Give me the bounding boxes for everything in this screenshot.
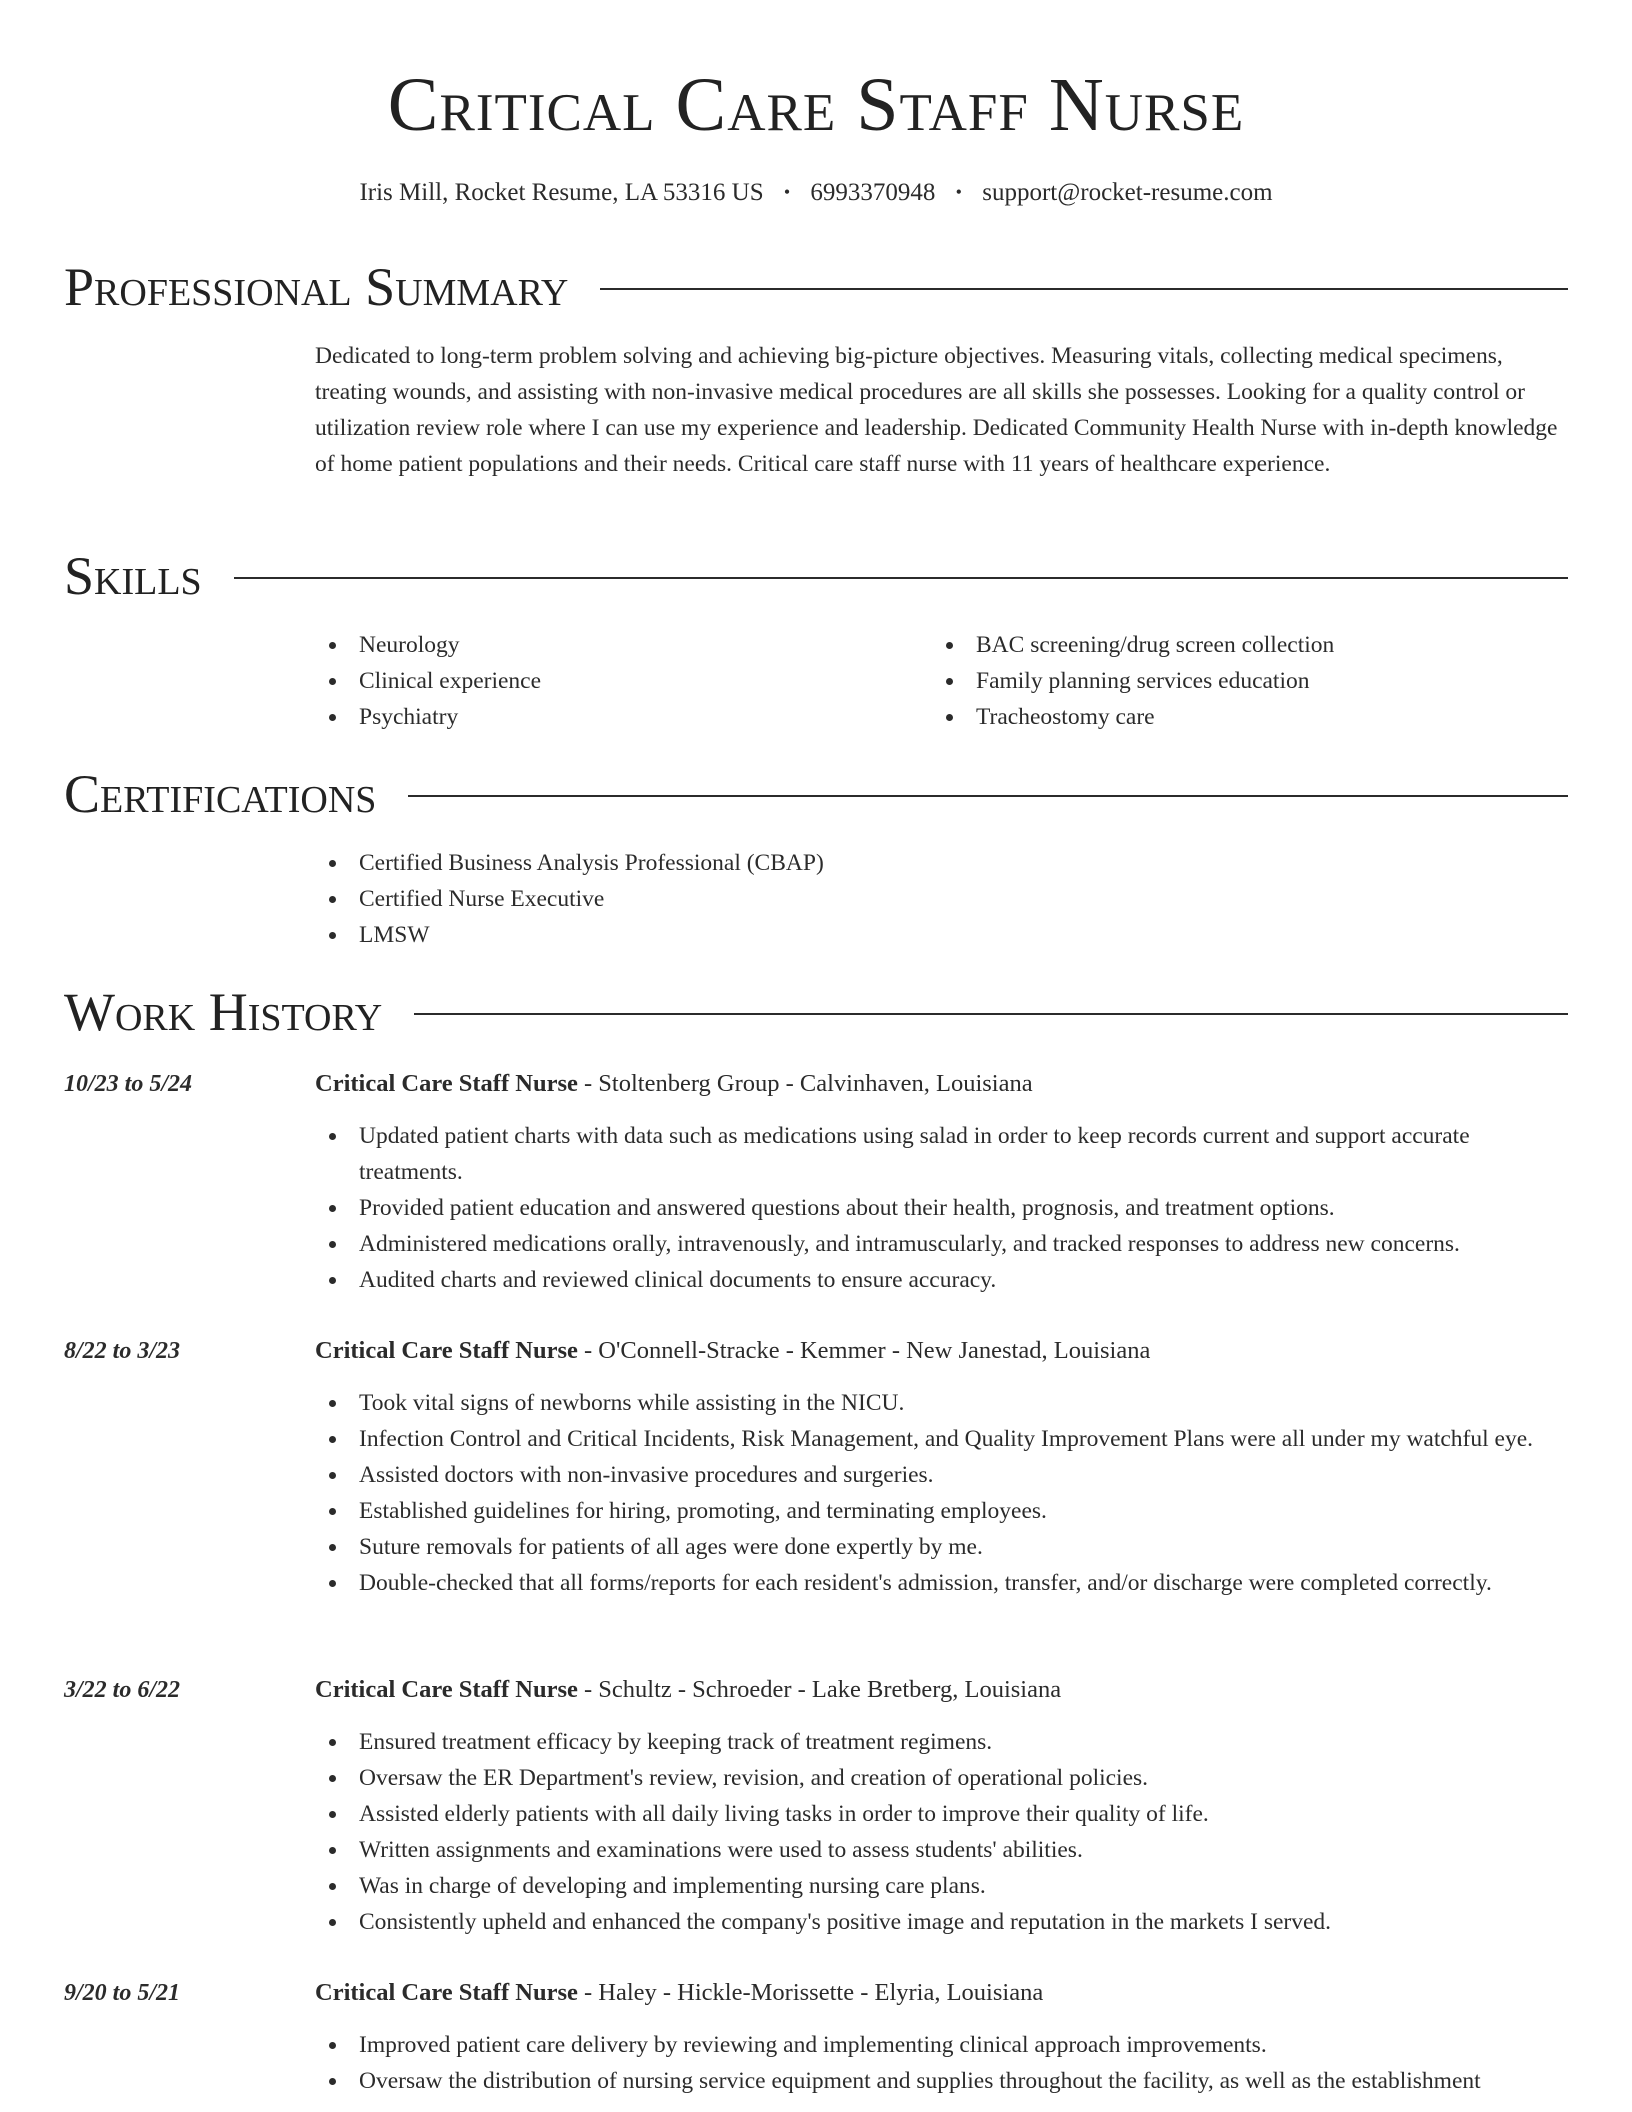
job-bullet: Infection Control and Critical Incidents, Risk Management, and Quality Improvement Plans were all under my watchful eye. xyxy=(315,1421,1570,1457)
skill-item: Family planning services education xyxy=(932,663,1552,699)
job-dates: 8/22 to 3/23 xyxy=(64,1338,181,1364)
job-heading xyxy=(315,1066,1033,1102)
job-bullet: Double-checked that all forms/reports for each resident's admission, transfer, and/or discharge were completed correctly. xyxy=(315,1565,1570,1601)
job-bullets xyxy=(315,1724,1570,1940)
skills-list-left xyxy=(315,627,875,735)
job-bullets xyxy=(315,1385,1570,1601)
job-role: Critical Care Staff Nurse xyxy=(315,1979,578,2006)
job-heading xyxy=(315,1975,1043,2011)
skill-item: BAC screening/drug screen collection xyxy=(932,627,1552,663)
resume-name: Critical Care Staff Nurse xyxy=(387,63,1245,147)
contact-line xyxy=(0,176,1632,209)
job-employer: - Stoltenberg Group - Calvinhaven, Louisiana xyxy=(577,1070,1033,1097)
summary-title: Professional Summary xyxy=(64,257,569,317)
summary-section-header xyxy=(64,257,1568,317)
certification-item: LMSW xyxy=(315,917,1315,953)
job-heading xyxy=(315,1672,1061,1708)
section-divider xyxy=(408,795,1568,797)
skills-section-header xyxy=(64,546,1568,606)
job-bullets xyxy=(315,1118,1570,1298)
skill-item: Tracheostomy care xyxy=(932,699,1552,735)
contact-separator: • xyxy=(955,182,962,202)
job-bullet: Provided patient education and answered questions about their health, prognosis, and treatment options. xyxy=(315,1190,1570,1226)
job-employer: - Haley - Hickle-Morissette - Elyria, Louisiana xyxy=(577,1979,1044,2006)
section-divider xyxy=(414,1013,1568,1015)
job-role: Critical Care Staff Nurse xyxy=(315,1676,578,1703)
certifications-title: Certifications xyxy=(64,764,377,824)
job-heading xyxy=(315,1333,1150,1369)
skill-item: Clinical experience xyxy=(315,663,875,699)
job-dates: 9/20 to 5/21 xyxy=(64,1980,181,2006)
job-bullet: Established guidelines for hiring, promoting, and terminating employees. xyxy=(315,1493,1570,1529)
skill-item: Neurology xyxy=(315,627,875,663)
job-bullet: Assisted elderly patients with all daily living tasks in order to improve their quality of life. xyxy=(315,1796,1570,1832)
certification-item: Certified Nurse Executive xyxy=(315,881,1315,917)
section-divider xyxy=(600,288,1568,290)
job-dates: 10/23 to 5/24 xyxy=(64,1071,193,1097)
summary-text: Dedicated to long-term problem solving and achieving big-picture objectives. Measuring vitals, collecting medical specimens, treating wounds, and assisting with non-invasive medical procedures are all skills she possesses. Looking for a quality control or utilization review role where I can use my experience and leadership. Dedicated Community Health Nurse with in-depth knowledge of home patient populations and their needs. Critical care staff nurse with 11 years of healthcare experience. xyxy=(315,343,1558,477)
job-bullet: Suture removals for patients of all ages were done expertly by me. xyxy=(315,1529,1570,1565)
job-bullet: Audited charts and reviewed clinical documents to ensure accuracy. xyxy=(315,1262,1570,1298)
job-bullet: Was in charge of developing and implementing nursing care plans. xyxy=(315,1868,1570,1904)
job-bullet: Improved patient care delivery by reviewing and implementing clinical approach improvements. xyxy=(315,2027,1570,2063)
contact-email: support@rocket-resume.com xyxy=(982,179,1273,206)
job-bullet: Oversaw the ER Department's review, revision, and creation of operational policies. xyxy=(315,1760,1570,1796)
certifications-list xyxy=(315,845,1315,953)
job-bullets xyxy=(315,2027,1570,2099)
job-dates: 3/22 to 6/22 xyxy=(64,1677,181,1703)
certification-item: Certified Business Analysis Professional (CBAP) xyxy=(315,845,1315,881)
skills-list-right xyxy=(932,627,1552,735)
certifications-section-header xyxy=(64,764,1568,824)
job-bullet: Ensured treatment efficacy by keeping track of treatment regimens. xyxy=(315,1724,1570,1760)
job-bullet: Written assignments and examinations were used to assess students' abilities. xyxy=(315,1832,1570,1868)
job-bullet: Assisted doctors with non-invasive procedures and surgeries. xyxy=(315,1457,1570,1493)
job-bullet: Took vital signs of newborns while assisting in the NICU. xyxy=(315,1385,1570,1421)
job-bullet: Administered medications orally, intravenously, and intramuscularly, and tracked responses to address new concerns. xyxy=(315,1226,1570,1262)
job-employer: - Schultz - Schroeder - Lake Bretberg, Louisiana xyxy=(577,1676,1062,1703)
job-bullet: Oversaw the distribution of nursing service equipment and supplies throughout the facility, as well as the establishment xyxy=(315,2063,1570,2099)
contact-separator: • xyxy=(783,182,791,202)
work-title: Work History xyxy=(64,982,383,1042)
job-bullet: Updated patient charts with data such as medications using salad in order to keep records current and support accurate treatments. xyxy=(315,1118,1570,1190)
section-divider xyxy=(234,577,1568,579)
contact-address: Iris Mill, Rocket Resume, LA 53316 US xyxy=(359,179,764,206)
job-role: Critical Care Staff Nurse xyxy=(315,1070,578,1097)
skill-item: Psychiatry xyxy=(315,699,875,735)
contact-phone: 6993370948 xyxy=(810,179,936,206)
job-employer: - O'Connell-Stracke - Kemmer - New Janestad, Louisiana xyxy=(577,1337,1151,1364)
job-bullet: Consistently upheld and enhanced the company's positive image and reputation in the markets I served. xyxy=(315,1904,1570,1940)
skills-title: Skills xyxy=(64,546,202,606)
work-section-header xyxy=(64,982,1568,1042)
job-role: Critical Care Staff Nurse xyxy=(315,1337,578,1364)
